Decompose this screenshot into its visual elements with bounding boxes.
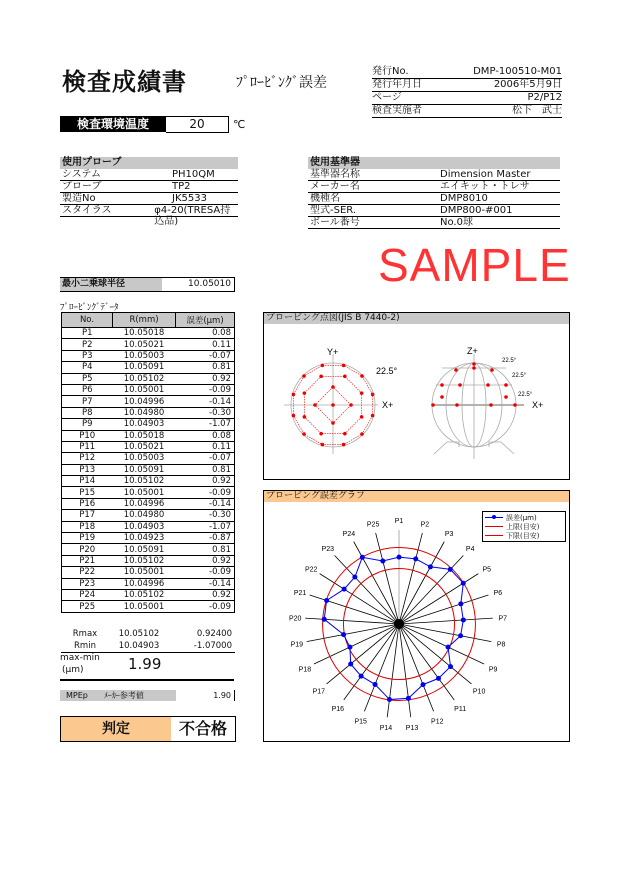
axis-x-label-left: X+: [382, 400, 394, 410]
probe-point-dot: [440, 383, 444, 387]
category-label: P22: [304, 566, 318, 574]
table-row: [62, 453, 235, 464]
cell-no: P23: [62, 578, 113, 589]
category-label: P12: [431, 718, 444, 726]
probe-value: φ4-20(TRESA持込品): [154, 205, 231, 227]
axis-y-label: Y+: [327, 347, 339, 357]
cell-err: 0.11: [176, 441, 235, 452]
cell-no: P11: [62, 441, 113, 452]
table-row: [62, 362, 235, 373]
cell-err: -0.09: [176, 487, 235, 498]
probe-point-dot: [489, 403, 493, 407]
category-label: P25: [366, 521, 380, 529]
cell-no: P6: [62, 384, 113, 395]
center-hub: [394, 619, 404, 629]
category-label: P1: [394, 518, 404, 525]
spoke-line: [314, 624, 399, 664]
category-label: P15: [354, 718, 367, 726]
probe-point-dot: [440, 395, 444, 399]
rmin-r: 10.04903: [118, 641, 160, 651]
error-point: [360, 555, 365, 560]
legend-swatch: [485, 517, 503, 518]
axis-z-label: Z+: [467, 346, 478, 356]
spoke-line: [376, 533, 399, 624]
cell-r: 10.05003: [113, 453, 176, 464]
category-label: P5: [482, 566, 492, 574]
cell-r: 10.05001: [113, 567, 176, 578]
category-label: P3: [444, 530, 454, 538]
standard-row: [308, 193, 560, 205]
legend-entry: [485, 531, 563, 540]
error-point: [406, 696, 411, 701]
standard-key: ボール番号: [310, 217, 360, 228]
table-row: [62, 464, 235, 475]
cell-err: -1.07: [176, 521, 235, 532]
cell-err: -0.30: [176, 407, 235, 418]
point-diagram: [264, 324, 569, 478]
error-point: [461, 581, 466, 586]
error-point: [413, 556, 418, 561]
cell-err: -0.07: [176, 453, 235, 464]
probe-table: [60, 157, 238, 227]
table-row: [62, 419, 235, 430]
legend-label: 下限(目安): [506, 531, 540, 540]
mpe-label: MPEp: [66, 691, 88, 700]
rmin-row: [61, 641, 235, 653]
table-row: [62, 396, 235, 407]
category-label: P13: [405, 725, 419, 733]
point-diagram-panel: [263, 312, 570, 480]
error-point: [428, 564, 433, 569]
standard-key: メーカー名: [310, 181, 360, 192]
legend-swatch: [485, 535, 503, 536]
cell-no: P12: [62, 453, 113, 464]
cell-no: P24: [62, 589, 113, 600]
cell-no: P13: [62, 464, 113, 475]
error-point: [421, 682, 426, 687]
max-min-label: max-min: [60, 653, 100, 663]
standard-value: DMP800-#001: [440, 205, 513, 216]
cell-err: -0.14: [176, 396, 235, 407]
category-label: P20: [288, 615, 302, 623]
cell-r: 10.04923: [113, 533, 176, 544]
cell-err: 0.11: [176, 339, 235, 350]
probe-row: [60, 169, 238, 181]
cell-err: 0.81: [176, 362, 235, 373]
standard-value: DMP8010: [440, 193, 488, 204]
col-err: 誤差(μm): [176, 313, 235, 328]
info-value: 2006年5月9日: [493, 79, 562, 90]
cell-r: 10.05102: [113, 476, 176, 487]
info-label: 発行No.: [372, 66, 409, 77]
probe-point-dot: [360, 374, 364, 378]
spoke-line: [399, 618, 493, 624]
category-label: P14: [379, 725, 393, 733]
error-point: [458, 601, 463, 606]
cell-r: 10.04980: [113, 510, 176, 521]
cell-no: P14: [62, 476, 113, 487]
probing-data-label: ﾌﾟﾛｰﾋﾞﾝｸﾞﾃﾞｰﾀ: [60, 303, 119, 313]
mpe-row: [60, 690, 235, 701]
standard-row: [308, 181, 560, 193]
info-label: ページ: [372, 92, 402, 103]
error-point: [387, 697, 392, 702]
standard-table: [308, 157, 560, 229]
angle-label-3: 22.5°: [518, 392, 533, 398]
cell-no: P8: [62, 407, 113, 418]
error-point: [373, 682, 378, 687]
probe-value: TP2: [172, 181, 191, 192]
table-row: [62, 487, 235, 498]
error-graph-title: プロービング誤差グラフ: [264, 491, 569, 502]
standard-header: 使用基準器: [308, 157, 560, 169]
probe-point-dot: [454, 368, 458, 372]
cell-err: -0.87: [176, 533, 235, 544]
standard-key: 機種名: [310, 193, 340, 204]
error-graph-panel: [263, 490, 570, 742]
cell-r: 10.05001: [113, 601, 176, 612]
table-row: [62, 567, 235, 578]
cell-r: 10.05021: [113, 339, 176, 350]
table-row: [62, 510, 235, 521]
cell-r: 10.05001: [113, 384, 176, 395]
table-row: [62, 407, 235, 418]
spoke-line: [399, 624, 484, 664]
table-row: [62, 476, 235, 487]
table-row: [62, 430, 235, 441]
cell-no: P3: [62, 350, 113, 361]
cell-err: -0.14: [176, 498, 235, 509]
standard-row: [308, 217, 560, 229]
rmax-label: Rmax: [72, 629, 98, 639]
category-label: P21: [293, 589, 307, 597]
standard-value: No.0球: [440, 217, 473, 228]
legend-label: 上限(目安): [506, 522, 540, 531]
info-row: [372, 79, 562, 92]
cell-err: 0.92: [176, 555, 235, 566]
error-point: [347, 645, 352, 650]
cell-r: 10.04980: [113, 407, 176, 418]
probe-point-dot: [331, 403, 335, 407]
category-label: P19: [290, 641, 304, 649]
cell-no: P4: [62, 362, 113, 373]
error-point: [322, 617, 327, 622]
spoke-line: [305, 618, 399, 624]
cell-r: 10.04903: [113, 419, 176, 430]
cell-no: P19: [62, 533, 113, 544]
rmin-label: Rmin: [74, 641, 96, 651]
judgement-label: 判定: [61, 717, 171, 741]
cell-r: 10.05018: [113, 328, 176, 339]
probe-point-dot: [472, 362, 476, 366]
cell-err: 0.92: [176, 476, 235, 487]
probe-point-dot: [431, 403, 435, 407]
cell-no: P10: [62, 430, 113, 441]
table-row: [62, 498, 235, 509]
cell-err: -0.30: [176, 510, 235, 521]
error-point: [446, 645, 451, 650]
error-point: [380, 559, 385, 564]
error-point: [324, 598, 329, 603]
cell-r: 10.04996: [113, 498, 176, 509]
cell-r: 10.05021: [113, 441, 176, 452]
error-point: [458, 633, 463, 638]
cell-r: 10.04996: [113, 396, 176, 407]
cell-err: 0.81: [176, 544, 235, 555]
cell-r: 10.05102: [113, 373, 176, 384]
cell-err: -1.07: [176, 419, 235, 430]
probe-point-dot: [490, 368, 494, 372]
category-label: P16: [331, 706, 345, 714]
table-row: [62, 373, 235, 384]
table-row: [62, 601, 235, 612]
table-row: [62, 350, 235, 361]
issue-info: [372, 66, 562, 118]
cell-no: P16: [62, 498, 113, 509]
cell-err: -0.14: [176, 578, 235, 589]
col-no: No.: [62, 313, 113, 328]
mpe-value: 1.90: [213, 691, 231, 700]
cell-r: 10.05091: [113, 544, 176, 555]
category-label: P6: [493, 589, 503, 597]
cell-no: P15: [62, 487, 113, 498]
cell-err: 0.92: [176, 373, 235, 384]
probe-key: システム: [62, 169, 101, 180]
cell-no: P7: [62, 396, 113, 407]
probe-value: JK5533: [172, 193, 207, 204]
category-label: P2: [420, 521, 430, 529]
cell-err: 0.81: [176, 464, 235, 475]
table-row: [62, 521, 235, 532]
spoke-line: [399, 624, 491, 642]
cell-no: P25: [62, 601, 113, 612]
temperature-unit: ℃: [233, 117, 246, 131]
temperature-value: 20: [166, 116, 229, 133]
chart-legend: [482, 511, 566, 542]
table-row: [62, 555, 235, 566]
category-label: P23: [321, 546, 335, 554]
cell-err: 0.08: [176, 430, 235, 441]
table-row: [62, 544, 235, 555]
rmin-err: -1.07000: [193, 641, 232, 651]
cell-r: 10.04903: [113, 521, 176, 532]
cell-err: -0.09: [176, 601, 235, 612]
cell-no: P18: [62, 521, 113, 532]
probe-point-dot: [302, 432, 306, 436]
error-point: [348, 661, 353, 666]
error-point: [352, 575, 357, 580]
info-row: [372, 105, 562, 118]
probe-point-dot: [472, 366, 476, 370]
probe-row: [60, 181, 238, 193]
standard-key: 基準器名称: [310, 169, 360, 180]
cell-err: -0.07: [176, 350, 235, 361]
standard-key: 型式-SER.: [310, 205, 357, 216]
cell-err: 0.92: [176, 589, 235, 600]
category-label: P10: [472, 688, 486, 696]
col-r: R(mm): [113, 313, 176, 328]
temperature-field: [60, 116, 245, 132]
category-label: P8: [496, 641, 506, 649]
category-label: P24: [342, 530, 356, 538]
error-point: [461, 617, 466, 622]
temperature-label: 検査環境温度: [60, 116, 166, 132]
category-label: P4: [465, 546, 475, 554]
cell-no: P17: [62, 510, 113, 521]
sample-watermark: SAMPLE: [378, 239, 571, 291]
probe-point-dot: [513, 403, 517, 407]
probe-value: PH10QM: [172, 169, 215, 180]
probe-row: [60, 193, 238, 205]
error-point: [448, 664, 453, 669]
info-value: P2/P12: [527, 92, 562, 103]
cell-no: P9: [62, 419, 113, 430]
cell-r: 10.05001: [113, 487, 176, 498]
table-row: [62, 533, 235, 544]
rmax-err: 0.92400: [196, 629, 232, 639]
angle-label-2: 22.5°: [512, 373, 527, 379]
cell-r: 10.05091: [113, 362, 176, 373]
probe-key: プローブ: [62, 181, 102, 192]
info-row: [372, 92, 562, 105]
probe-row: [60, 205, 238, 227]
cell-err: 0.08: [176, 328, 235, 339]
standard-value: Dimension Master: [440, 169, 531, 180]
judgement-value: 不合格: [178, 719, 227, 738]
table-row: [62, 328, 235, 339]
error-point: [342, 587, 347, 592]
point-diagram-title: プロービング点図(JIS B 7440-2): [264, 313, 569, 324]
error-point: [448, 567, 453, 572]
cell-no: P21: [62, 555, 113, 566]
axis-x-label-right: X+: [532, 400, 544, 410]
probe-point-dot: [458, 383, 462, 387]
max-min: [60, 653, 234, 681]
rmax-row: [61, 629, 235, 640]
angle-label-1: 22.5°: [502, 358, 517, 364]
min-radius-value: 10.05010: [188, 279, 231, 289]
category-label: P7: [498, 615, 508, 623]
info-value: 松下 武士: [512, 105, 562, 116]
category-label: P9: [488, 666, 498, 674]
cell-r: 10.05102: [113, 555, 176, 566]
spoke-line: [307, 624, 399, 642]
error-point: [341, 632, 346, 637]
table-row: [62, 589, 235, 600]
cell-r: 10.05102: [113, 589, 176, 600]
legend-label: 誤差(μm): [506, 513, 537, 522]
min-radius-label: 最小二乗球半径: [60, 278, 162, 291]
cell-r: 10.05018: [113, 430, 176, 441]
probe-point-dot: [504, 395, 508, 399]
probe-header: 使用プローブ: [60, 157, 238, 169]
cell-r: 10.04996: [113, 578, 176, 589]
probe-key: スタイラス: [62, 205, 112, 216]
min-radius: [60, 277, 235, 292]
cell-no: P22: [62, 567, 113, 578]
judgement: [60, 716, 236, 742]
category-label: P11: [454, 706, 467, 714]
table-row: [62, 384, 235, 395]
standard-value: エイキット・トレサ: [440, 181, 530, 192]
page-subtitle: ﾌﾟﾛｰﾋﾞﾝｸﾞ誤差: [236, 75, 327, 91]
info-row: [372, 66, 562, 79]
error-point: [397, 555, 402, 560]
info-label: 検査実施者: [372, 105, 422, 116]
category-label: P18: [298, 666, 312, 674]
angle-label-left: 22.5°: [376, 366, 398, 376]
max-min-value: 1.99: [128, 655, 162, 673]
cell-no: P5: [62, 373, 113, 384]
cell-r: 10.05003: [113, 350, 176, 361]
info-value: DMP-100510-M01: [473, 66, 562, 77]
error-point: [436, 676, 441, 681]
cell-err: -0.09: [176, 567, 235, 578]
info-label: 発行年月日: [372, 79, 422, 90]
spoke-line: [399, 533, 422, 624]
standard-row: [308, 169, 560, 181]
table-row: [62, 441, 235, 452]
mpe-sublabel: ﾒｰｶｰ参考値: [103, 691, 144, 700]
probing-data-table: [61, 312, 235, 613]
max-min-unit: (μm): [62, 665, 84, 675]
category-label: P17: [312, 688, 326, 696]
cell-err: -0.09: [176, 384, 235, 395]
legend-swatch: [485, 526, 503, 527]
cell-no: P1: [62, 328, 113, 339]
table-row: [62, 578, 235, 589]
page-title: 検査成績書: [62, 68, 187, 96]
standard-row: [308, 205, 560, 217]
cell-r: 10.05091: [113, 464, 176, 475]
probe-key: 製造No: [62, 193, 96, 204]
table-row: [62, 339, 235, 350]
error-point: [359, 674, 364, 679]
probe-point-dot: [486, 383, 490, 387]
rmax-r: 10.05102: [118, 629, 160, 639]
cell-no: P2: [62, 339, 113, 350]
cell-no: P20: [62, 544, 113, 555]
probe-point-dot: [504, 383, 508, 387]
probe-point-dot: [455, 403, 459, 407]
